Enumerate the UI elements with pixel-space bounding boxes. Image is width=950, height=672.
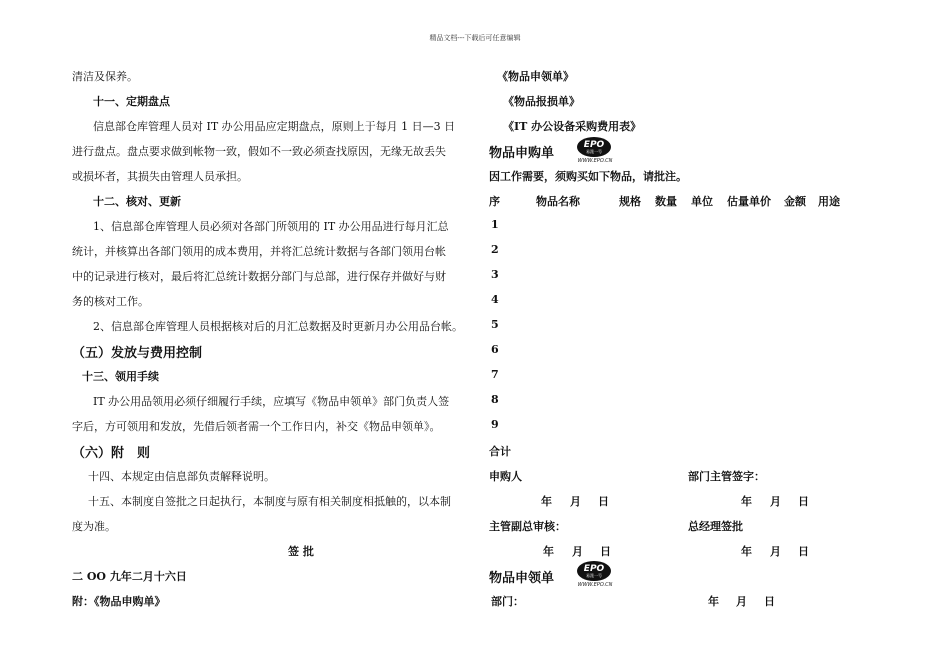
total-label: 合计 (489, 445, 511, 458)
date-month: 月 (736, 595, 747, 608)
date-year: 年 (741, 495, 752, 508)
form-title-requisition: 物品申领单 (489, 571, 555, 586)
dept-supervisor-label: 部门主管签字： (688, 470, 765, 483)
date-month: 月 (770, 495, 781, 508)
text-line: 或损坏者，其损失由管理人员承担。 (72, 170, 248, 183)
date-year: 年 (543, 545, 554, 558)
text-line: 中的记录进行核对，最后将汇总统计数据分部门与总部，进行保存并做好与财 (72, 270, 446, 283)
date-year: 年 (708, 595, 719, 608)
attachment-item: 《物品报损单》 (503, 95, 580, 108)
attachment-item: 《IT 办公设备采购费用表》 (503, 120, 642, 133)
text-line: IT 办公用品领用必须仔细履行手续，应填写《物品申领单》部门负责人签 (93, 395, 450, 408)
gm-sign-label: 总经理签批 (688, 520, 743, 533)
row-number: 6 (491, 343, 499, 356)
col-header: 单位 (691, 195, 713, 208)
epo-logo-icon: EPO 易派一号 WWW.EPO.CN (576, 137, 614, 167)
sign-label: 签 批 (288, 545, 314, 558)
row-number: 2 (491, 243, 499, 256)
text-line: 十五、本制度自签批之日起执行，本制度与原有相关制度相抵触的，以本制 (88, 495, 451, 508)
col-header: 估量单价 (727, 195, 771, 208)
text-line: 统计，并核算出各部门领用的成本费用，并将汇总统计数据与各部门领用台帐 (72, 245, 446, 258)
date-day: 日 (764, 595, 775, 608)
date-line: 二 OO 九年二月十六日 (72, 570, 187, 583)
date-year: 年 (541, 495, 552, 508)
dept-label: 部门： (491, 595, 524, 608)
form-intro: 因工作需要，须购买如下物品，请批注。 (489, 170, 687, 183)
row-number: 8 (491, 393, 499, 406)
date-month: 月 (572, 545, 583, 558)
date-day: 日 (798, 495, 809, 508)
row-number: 5 (491, 318, 499, 331)
section-heading-13: 十三、领用手续 (82, 370, 159, 383)
col-header: 数量 (655, 195, 677, 208)
chapter-heading-6: （六）附 则 (72, 446, 151, 461)
section-heading-12: 十二、核对、更新 (93, 195, 181, 208)
text-line: 务的核对工作。 (72, 295, 149, 308)
date-year: 年 (741, 545, 752, 558)
date-month: 月 (570, 495, 581, 508)
date-day: 日 (598, 495, 609, 508)
text-line: 信息部仓库管理人员对 IT 办公用品应定期盘点，原则上于每月 1 日—3 日 (93, 120, 456, 133)
col-header: 金额 (784, 195, 806, 208)
form-title-purchase: 物品申购单 (489, 146, 555, 161)
text-line: 2、信息部仓库管理人员根据核对后的月汇总数据及时更新月办公用品台帐。 (93, 320, 463, 333)
row-number: 3 (491, 268, 499, 281)
date-day: 日 (600, 545, 611, 558)
col-header: 物品名称 (536, 195, 580, 208)
attachment-item: 《物品申领单》 (497, 70, 574, 83)
row-number: 1 (491, 218, 499, 231)
section-heading-11: 十一、定期盘点 (93, 95, 170, 108)
text-line: 十四、本规定由信息部负责解释说明。 (88, 470, 275, 483)
buyer-label: 申购人 (489, 470, 522, 483)
text-line: 度为准。 (72, 520, 116, 533)
text-line: 1、信息部仓库管理人员必须对各部门所领用的 IT 办公用品进行每月汇总 (93, 220, 449, 233)
epo-logo-icon: EPO 易派一号 WWW.EPO.CN (576, 561, 614, 591)
text-line: 进行盘点。盘点要求做到帐物一致，假如不一致必须查找原因，无缘无故丢失 (72, 145, 446, 158)
vp-review-label: 主管副总审核： (489, 520, 566, 533)
text-line: 清洁及保养。 (72, 70, 138, 83)
chapter-heading-5: （五）发放与费用控制 (72, 346, 203, 361)
row-number: 4 (491, 293, 499, 306)
text-line: 字后，方可领用和发放，先借后领者需一个工作日内，补交《物品申领单》。 (72, 420, 441, 433)
attachment-line: 附：《物品申购单》 (72, 595, 166, 608)
col-header: 规格 (619, 195, 641, 208)
date-day: 日 (798, 545, 809, 558)
page-header: 精品文档---下载后可任意编辑 (429, 34, 521, 42)
row-number: 7 (491, 368, 499, 381)
col-header: 序 (489, 195, 500, 208)
col-header: 用途 (818, 195, 840, 208)
row-number: 9 (491, 418, 499, 431)
date-month: 月 (770, 545, 781, 558)
